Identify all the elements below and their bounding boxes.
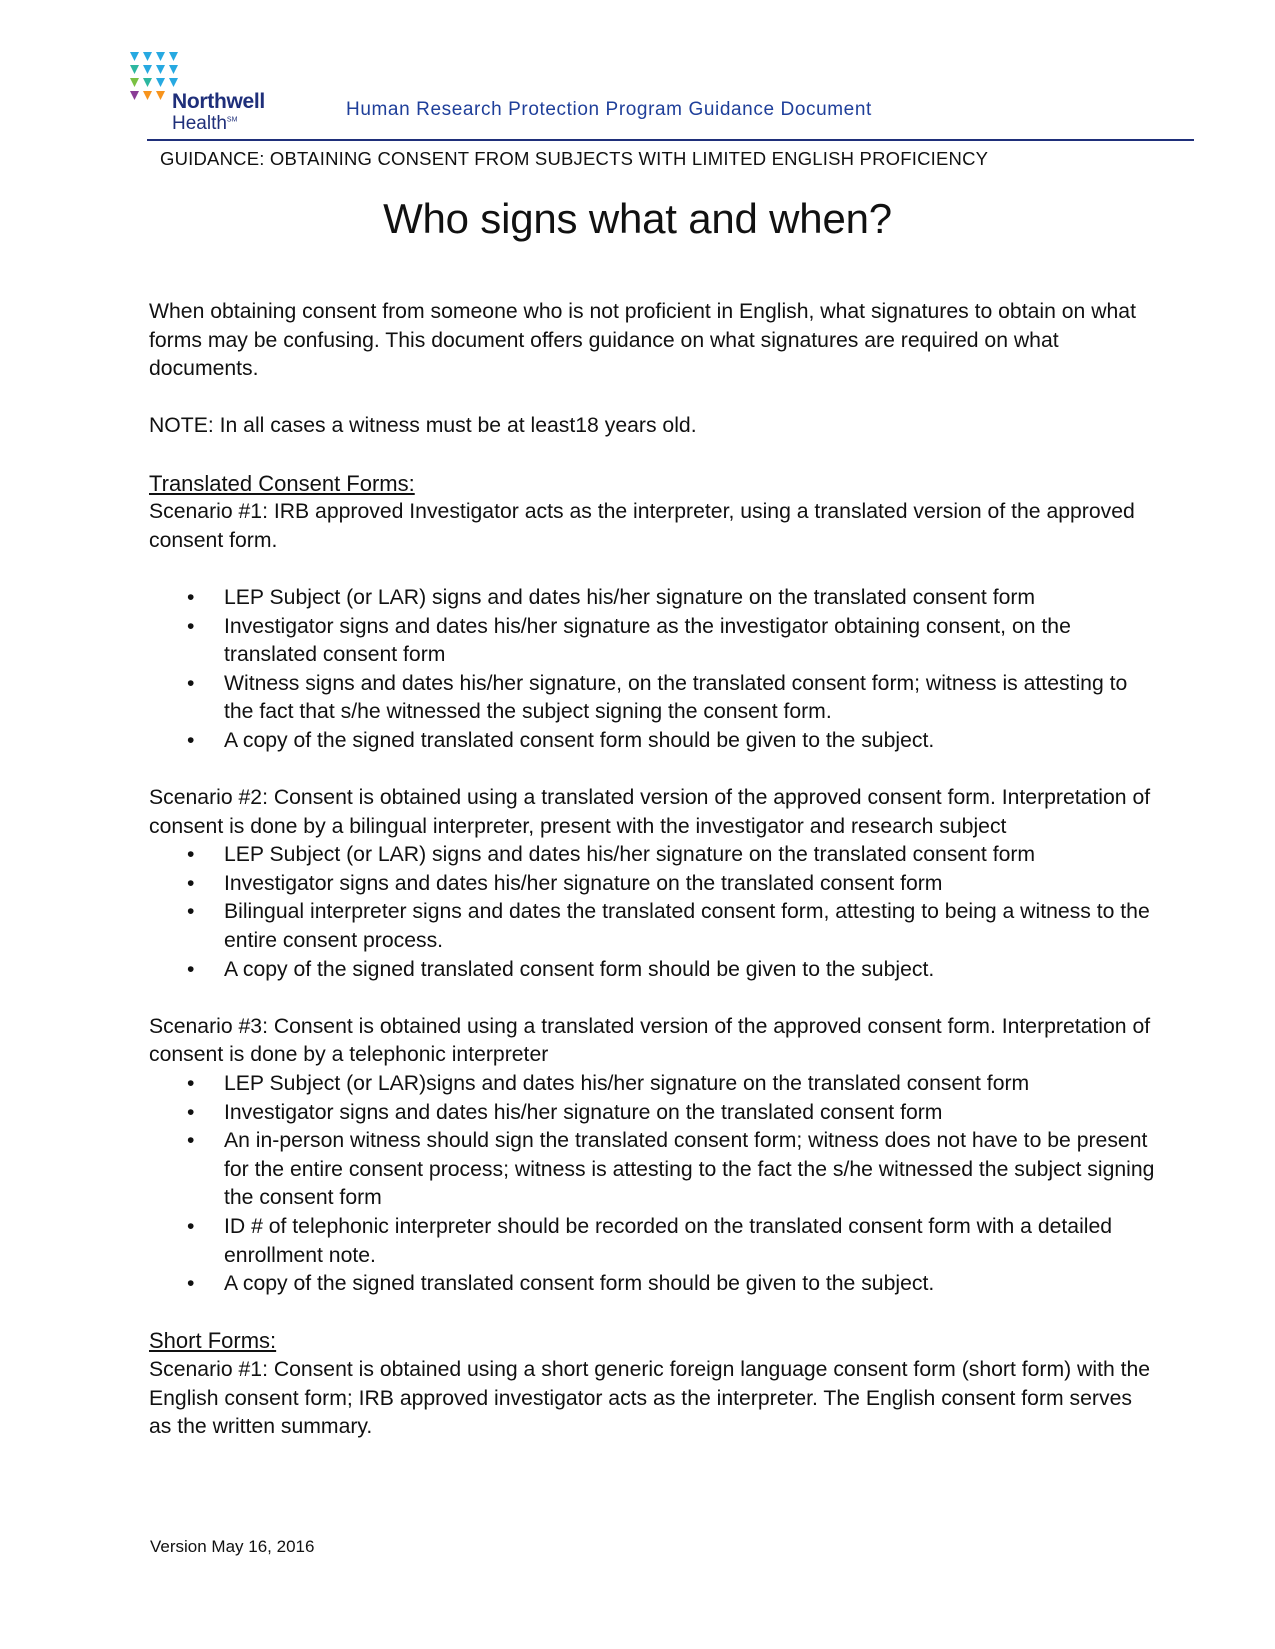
logo-wordmark-line2: Health℠ <box>172 113 238 134</box>
list-item: • Investigator signs and dates his/her signature as the investigator obtaining consent, on the translated consent form <box>187 614 1071 667</box>
intro-paragraph: When obtaining consent from someone who is not proficient in English, what signatures to obtain on what forms may be confusing. This document offers guidance on what signatures are required on what documents. <box>149 300 1136 381</box>
list-item: • Investigator signs and dates his/her signature on the translated consent form <box>187 871 943 895</box>
scenario-2-list <box>149 841 1159 984</box>
version-footer: Version May 16, 2016 <box>150 1537 315 1556</box>
logo-triangle <box>156 91 165 100</box>
guidance-line: GUIDANCE: OBTAINING CONSENT FROM SUBJECTS WITH LIMITED ENGLISH PROFICIENCY <box>160 148 989 169</box>
logo-triangle <box>169 65 178 74</box>
document-body <box>149 298 1159 1442</box>
list-item: • LEP Subject (or LAR)signs and dates his/her signature on the translated consent form <box>187 1072 1030 1096</box>
logo-triangle <box>130 78 139 87</box>
logo-triangle <box>143 91 152 100</box>
logo-triangle <box>130 91 139 100</box>
logo-triangle <box>143 78 152 87</box>
list-item: • A copy of the signed translated consent form should be given to the subject. <box>187 1272 935 1296</box>
list-item: • LEP Subject (or LAR) signs and dates his/her signature on the translated consent form <box>187 843 1036 867</box>
program-title: Human Research Protection Program Guidance Document <box>346 99 872 120</box>
list-item: • An in-person witness should sign the translated consent form; witness does not have to be present for the entire consent process; witness is attesting to the fact the s/he witnessed the subject signing the consent form <box>187 1129 1155 1210</box>
logo-triangle <box>156 78 165 87</box>
logo-wordmark-line1: Northwell <box>172 90 265 113</box>
logo-triangle <box>130 65 139 74</box>
short-forms-scenario-1: Scenario #1: Consent is obtained using a short generic foreign language consent form (short form) with the English consent form; IRB approved investigator acts as the interpreter. The English consent form serves as the written summary. <box>149 1357 1151 1439</box>
list-item: • A copy of the signed translated consent form should be given to the subject. <box>187 728 935 752</box>
logo-triangle <box>169 78 178 87</box>
northwell-health-logo <box>130 52 280 132</box>
logo-triangle <box>156 52 165 61</box>
translated-forms-heading: Translated Consent Forms: <box>149 470 415 496</box>
logo-triangle <box>143 65 152 74</box>
list-item: • Bilingual interpreter signs and dates the translated consent form, attesting to being a witness to the entire consent process. <box>187 900 1150 953</box>
scenario-1-intro: Scenario #1: IRB approved Investigator acts as the interpreter, using a translated version of the approved consent form. <box>149 500 1135 552</box>
list-item: • Investigator signs and dates his/her signature on the translated consent form <box>187 1100 943 1124</box>
page-title: Who signs what and when? <box>383 195 892 242</box>
logo-triangle <box>169 52 178 61</box>
short-forms-heading: Short Forms: <box>149 1328 277 1354</box>
list-item: • A copy of the signed translated consent form should be given to the subject. <box>187 957 935 981</box>
logo-trademark: SM <box>226 116 238 124</box>
scenario-3-list <box>149 1070 1159 1299</box>
scenario-3-intro: Scenario #3: Consent is obtained using a translated version of the approved consent form. Interpretation of consent is done by a telephonic interpreter <box>149 1014 1151 1067</box>
logo-triangle <box>130 52 139 61</box>
note-paragraph: NOTE: In all cases a witness must be at least18 years old. <box>149 414 697 438</box>
scenario-2-intro: Scenario #2: Consent is obtained using a translated version of the approved consent form. Interpretation of consent is done by a bilingual interpreter, present with the investigator and research subject <box>149 786 1151 838</box>
logo-triangle <box>143 52 152 61</box>
logo-triangle <box>156 65 165 74</box>
list-item: • ID # of telephonic interpreter should be recorded on the translated consent form with a detailed enrollment note. <box>187 1215 1113 1267</box>
list-item: • LEP Subject (or LAR) signs and dates his/her signature on the translated consent form <box>187 585 1036 609</box>
list-item: • Witness signs and dates his/her signature, on the translated consent form; witness is attesting to the fact that s/he witnessed the subject signing the consent form. <box>187 671 1128 724</box>
scenario-1-list <box>149 584 1159 756</box>
header-divider <box>147 139 1194 141</box>
